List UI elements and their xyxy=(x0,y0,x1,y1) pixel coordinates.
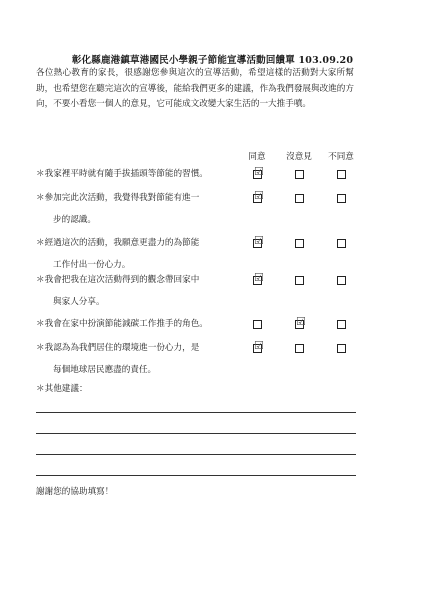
checkbox-disagree[interactable] xyxy=(337,239,346,248)
check-mark-icon: ☑ xyxy=(254,189,264,202)
question-2 xyxy=(36,187,199,231)
thanks-note: 謝謝您的協助填寫！ xyxy=(36,487,114,497)
checkbox-neutral[interactable] xyxy=(295,239,304,248)
checkbox-neutral[interactable] xyxy=(295,194,304,203)
check-mark-icon: ☑ xyxy=(254,271,264,284)
suggestion-line-1[interactable] xyxy=(36,412,356,413)
question-text-continued: 每個地球居民應盡的責任。 xyxy=(53,365,157,375)
checkbox-agree[interactable] xyxy=(253,339,264,353)
checkbox-neutral[interactable] xyxy=(295,344,304,353)
question-text: ＊我家裡平時就有隨手拔插頭等節能的習慣。 xyxy=(36,169,208,179)
checkbox-agree[interactable] xyxy=(253,165,264,179)
check-mark-icon: ☑ xyxy=(254,165,264,178)
checkbox-disagree[interactable] xyxy=(337,320,346,329)
question-text-continued: 步的認識。 xyxy=(53,215,96,225)
check-mark-icon: ☑ xyxy=(254,234,264,247)
form-title: 彰化縣鹿港鎮草港國民小學親子節能宣導活動回饋單 103.09.20 xyxy=(71,55,354,66)
question-6 xyxy=(36,337,199,381)
intro-paragraph: 各位熱心教育的家長，很感謝您參與這次的宣導活動，希望這樣的活動對大家所幫助，也希望您在聽完這次的宣導後，能給我們更多的建議，作為我們發展與改進的方向，不要小看您一個人的意見，它可能成文改變大家生活的一大推手噴。 xyxy=(36,68,354,109)
question-text-continued: 工作付出一份心力。 xyxy=(53,260,131,270)
suggestion-line-3[interactable] xyxy=(36,454,356,455)
checkbox-disagree[interactable] xyxy=(337,276,346,285)
check-mark-icon: ☑ xyxy=(296,315,306,328)
checkbox-agree[interactable] xyxy=(253,320,262,329)
suggestion-line-2[interactable] xyxy=(36,433,356,434)
checkbox-disagree[interactable] xyxy=(337,344,346,353)
checkbox-agree[interactable] xyxy=(253,271,264,285)
check-mark-icon: ☑ xyxy=(254,339,264,352)
question-1 xyxy=(36,163,208,185)
checkbox-neutral[interactable] xyxy=(295,315,306,329)
question-5 xyxy=(36,313,208,335)
checkbox-disagree[interactable] xyxy=(337,194,346,203)
other-suggestions-label: ＊其他建議： xyxy=(36,384,88,394)
column-header-agree: 同意 xyxy=(248,152,266,162)
column-header-neutral: 沒意見 xyxy=(286,152,312,162)
question-text: ＊參加完此次活動，我覺得我對節能有進一 xyxy=(36,193,200,203)
checkbox-agree[interactable] xyxy=(253,234,264,248)
checkbox-neutral[interactable] xyxy=(295,170,304,179)
column-header-disagree: 不同意 xyxy=(328,152,354,162)
checkbox-neutral[interactable] xyxy=(295,276,304,285)
question-text: ＊我認為為我們居住的環境進一份心力，是 xyxy=(36,343,200,353)
checkbox-disagree[interactable] xyxy=(337,170,346,179)
question-text: ＊經過這次的活動，我願意更盡力的為節能 xyxy=(36,238,200,248)
question-text: ＊我會在家中扮演節能減碳工作推手的角色。 xyxy=(36,319,208,329)
checkbox-agree[interactable] xyxy=(253,189,264,203)
question-4 xyxy=(36,269,199,313)
suggestion-line-4[interactable] xyxy=(36,475,356,476)
question-text-continued: 與家人分享。 xyxy=(53,297,105,307)
question-text: ＊我會把我在這次活動得到的觀念帶回家中 xyxy=(36,275,200,285)
